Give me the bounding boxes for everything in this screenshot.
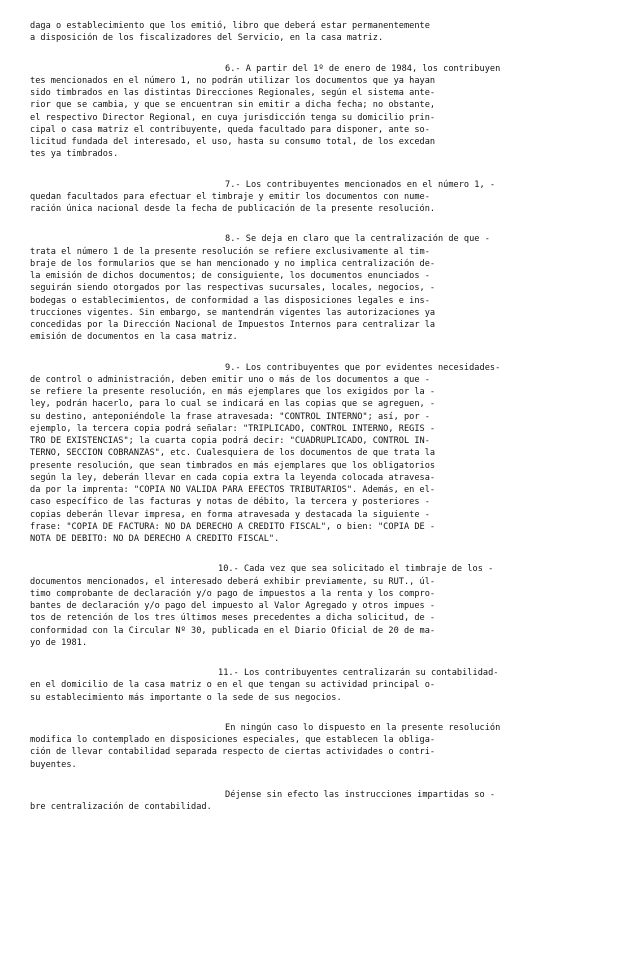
text-line: NOTA DE DEBITO: NO DA DERECHO A CREDITO FISCAL". — [30, 534, 280, 544]
text-line: 10.- Cada vez que sea solicitado el timbraje de los - — [218, 564, 494, 575]
text-line: de control o administración, deben emitir uno o más de los documentos a que - — [30, 374, 430, 385]
text-line: el respectivo Director Regional, en cuya jurisdicción tenga su domicilio prin- — [30, 112, 436, 123]
text-line: cipal o casa matriz el contribuyente, queda facultado para disponer, ante so- — [30, 124, 430, 135]
text-line: TERNO, SECCION COBRANZAS", etc. Cualesquiera de los documentos de que trata la — [30, 448, 436, 459]
text-line: ción de llevar contabilidad separada respecto de ciertas actividades o contri- — [30, 747, 436, 758]
text-line: tes mencionados en el número 1, no podrán utilizar los documentos que ya hayan — [30, 75, 436, 86]
text-line: conformidad con la Circular Nº 30, publicada en el Diario Oficial de 20 de ma- — [30, 625, 436, 636]
text-line: buyentes. — [30, 759, 77, 770]
text-line: 9.- Los contribuyentes que por evidentes necesidades- — [225, 362, 501, 373]
text-line: ley, podrán hacerlo, para lo cual se indicará en las copias que se agreguen, - — [30, 399, 436, 410]
text-line: emisión de documentos en la casa matriz. — [30, 332, 238, 343]
text-line: 11.- Los contribuyentes centralizarán su contabilidad- — [218, 668, 499, 678]
text-line: a disposición de los fiscalizadores del Servicio, en la casa matriz. — [30, 33, 384, 44]
text-line: bre centralización de contabilidad. — [30, 802, 212, 812]
text-line: TRO DE EXISTENCIAS"; la cuarta copia podrá decir: "CUADRUPLICADO, CONTROL IN- — [30, 436, 430, 446]
text-line: licitud fundada del interesado, el uso, hasta su consumo total, de los excedan — [30, 137, 436, 147]
text-line: En ningún caso lo dispuesto en la presente resolución — [225, 722, 501, 733]
text-line: copias deberán llevar impresa, en forma atravesada y destacada la siguiente - — [30, 509, 430, 520]
text-line: tes ya timbrados. — [30, 149, 119, 160]
text-line: trucciones vigentes. Sin embargo, se mantendrán vigentes las autorizaciones ya — [30, 307, 436, 318]
text-line: modifica lo contemplado en disposiciones especiales, que establecen la obliga- — [30, 735, 436, 745]
text-line: braje de los formularios que se han mencionado y no implica centralización de- — [30, 258, 436, 269]
paragraph-10 — [30, 563, 616, 649]
text-line: 7.- Los contribuyentes mencionados en el número 1, - — [225, 179, 496, 190]
paragraph-8 — [30, 233, 616, 343]
text-line: se refiere la presente resolución, en más ejemplares que los exigidos por la - — [30, 387, 436, 397]
text-line: ejemplo, la tercera copia podrá señalar: "TRIPLICADO, CONTROL INTERNO, REGIS - — [30, 423, 436, 434]
text-line: frase: "COPIA DE FACTURA: NO DA DERECHO A CREDITO FISCAL", o bien: "COPIA DE - — [30, 521, 436, 532]
paragraph-7 — [30, 179, 616, 216]
text-line: 8.- Se deja en claro que la centralización de que - — [225, 234, 490, 245]
text-line: timo comprobante de declaración y/o pago de impuestos a la renta y los compro- — [30, 588, 436, 599]
text-line: 6.- A partir del 1º de enero de 1984, los contribuyen — [225, 63, 501, 74]
text-line: rior que se cambia, y que se encuentran sin emitir a dicha fecha; no obstante, — [30, 100, 436, 111]
text-line: en el domicilio de la casa matriz o en el que tengan su actividad principal o- — [30, 680, 436, 691]
paragraph-13 — [30, 789, 616, 814]
text-line: Déjense sin efecto las instrucciones impartidas so - — [225, 789, 496, 800]
text-line: bantes de declaración y/o pago del impuesto al Valor Agregado y otros impues - — [30, 601, 436, 611]
text-line: documentos mencionados, el interesado deberá exhibir previamente, su RUT., úl- — [30, 576, 436, 587]
text-line: su destino, anteponiéndole la frase atravesada: "CONTROL INTERNO"; así, por - — [30, 411, 430, 422]
text-line: concedidas por la Dirección Nacional de Impuestos Internos para centralizar la — [30, 320, 436, 330]
text-line: presente resolución, que sean timbrados en más ejemplares que los obligatorios — [30, 460, 436, 471]
text-line: daga o establecimiento que los emitió, libro que deberá estar permanentemente — [30, 21, 430, 31]
text-line: la emisión de dichos documentos; de consiguiente, los documentos enunciados - — [30, 271, 430, 281]
text-line: quedan facultados para efectuar el timbraje y emitir los documentos con nume- — [30, 191, 430, 202]
text-line: su establecimiento más importante o la sede de sus negocios. — [30, 692, 342, 703]
text-line: caso específico de las facturas y notas de débito, la tercera y posteriores - — [30, 497, 430, 508]
intro-paragraph — [30, 20, 616, 45]
text-line: bodegas o establecimientos, de conformidad a las disposiciones legales e ins- — [30, 295, 430, 306]
text-line: tos de retención de los tres últimos meses precedentes a dicha solicitud, de - — [30, 613, 436, 624]
text-line: seguirán siendo otorgados por las respectivas sucursales, locales, negocios, - — [30, 283, 436, 294]
paragraph-6 — [30, 63, 616, 161]
text-line: según la ley, deberán llevar en cada copia extra la leyenda colocada atravesa- — [30, 472, 436, 483]
paragraph-9 — [30, 362, 616, 546]
text-line: yo de 1981. — [30, 637, 88, 648]
paragraph-11 — [30, 667, 616, 704]
text-line: da por la imprenta: "COPIA NO VALIDA PARA EFECTOS TRIBUTARIOS". Además, en el- — [30, 485, 436, 495]
text-line: ración única nacional desde la fecha de publicación de la presente resolución. — [30, 204, 436, 214]
paragraph-12 — [30, 722, 616, 771]
text-line: sido timbrados en las distintas Direcciones Regionales, según el sistema ante- — [30, 88, 436, 98]
text-line: trata el número 1 de la presente resolución se refiere exclusivamente al tim- — [30, 246, 430, 257]
